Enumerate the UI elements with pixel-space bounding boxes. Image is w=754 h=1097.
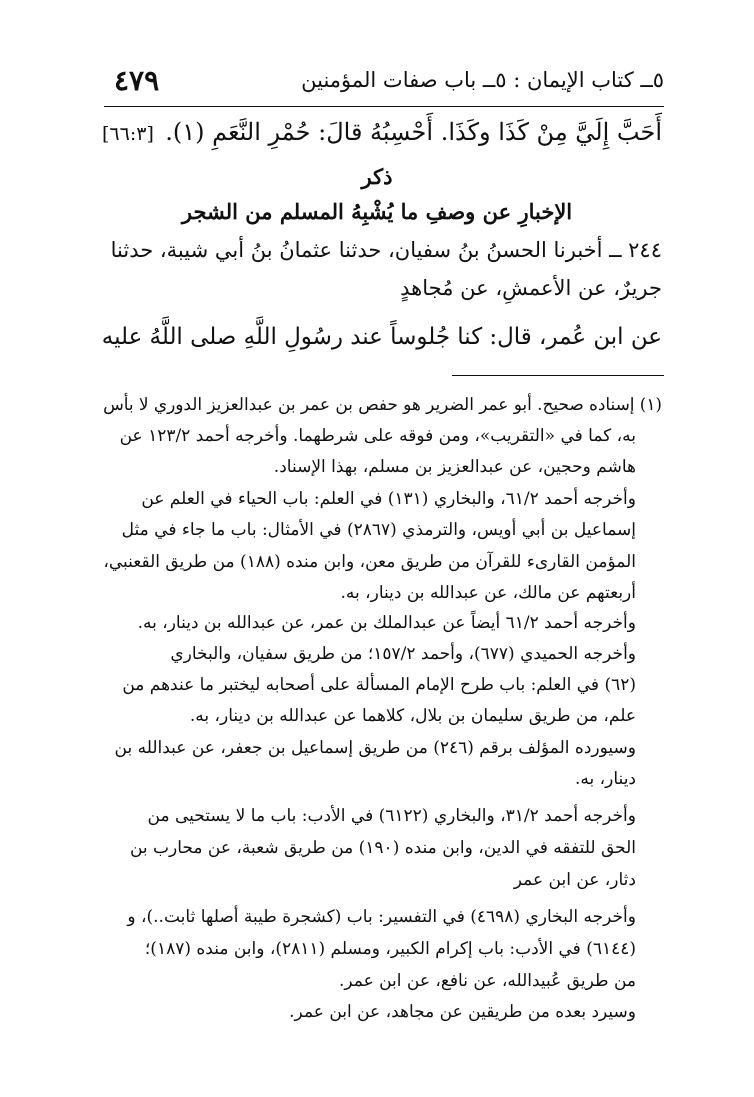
header-rule <box>104 106 664 107</box>
footnote-line: به، كما في «التقريب»، ومن فوقه على شرطهما. وأخرجه أحمد ١٢٣/٢ عن <box>119 426 636 446</box>
footnote-line: وسيرد بعده من طريقين عن مجاهد، عن ابن عمر. <box>289 1002 636 1022</box>
footnote-line: دينار، به. <box>575 769 636 789</box>
text-line: أَحَبَّ إِلَيَّ مِنْ كَذَا وكَذَا. أَحْسِبُهُ قالَ: حُمْرِ النَّعَمِ (١). <box>165 118 662 146</box>
footnote-line: الحق للتفقه في الدين، وابن منده (١٩٠) من طريق شعبة، عن محارب بن <box>129 838 636 858</box>
footnote-line: علم، من طريق سليمان بن بلال، كلاهما عن عبدالله بن دينار، به. <box>189 706 636 726</box>
footnote-line: المؤمن القارىء للقرآن من طريق معن، وابن منده (١٨٨) من طريق القعنبي، <box>103 552 636 572</box>
footnote-line: من طريق عُبيدالله، عن نافع، عن ابن عمر. <box>338 971 636 991</box>
footnote-line: وسيورده المؤلف برقم (٢٤٦) من طريق إسماعيل بن جعفر، عن عبدالله بن <box>114 738 636 758</box>
footnote-line: (٦٢) في العلم: باب طرح الإمام المسألة على أصحابه ليختبر ما عندهم من <box>122 675 636 695</box>
footnote-line: أربعتهم عن مالك، عن عبدالله بن دينار، به. <box>340 583 636 603</box>
page-number: ٤٧٩ <box>114 64 160 97</box>
footnote-line: وأخرجه أحمد ٦١/٢ أيضاً عن عبدالملك بن عمر، عن عبدالله بن دينار، به. <box>137 613 636 633</box>
footnote-line: وأخرجه البخاري (٤٦٩٨) في التفسير: باب (كشجرة طيبة أصلها ثابت..)، و <box>127 907 636 927</box>
section-subheading: الإخبارِ عن وصفِ ما يُشْبِهُ المسلم من الشجر <box>181 199 573 224</box>
page-header <box>114 64 664 104</box>
hadith-line: ٢٤٤ ــ أخبرنا الحسنُ بنُ سفيان، حدثنا عثمانُ بنُ أبي شيبة، حدثنا <box>110 238 662 262</box>
footnote-line: وأخرجه أحمد ٦١/٢، والبخاري (١٣١) في العلم: باب الحياء في العلم عن <box>141 489 636 509</box>
reference-number: [٦٦:٣] <box>102 123 154 145</box>
footnote-line: وأخرجه الحميدي (٦٧٧)، وأحمد ١٥٧/٢؛ من طريق سفيان، والبخاري <box>170 644 636 664</box>
running-title: ٥ــ كتاب الإيمان : ٥ــ باب صفات المؤمنين <box>301 68 664 92</box>
hadith-line: جريرٌ، عن الأعمشِ، عن مُجاهدٍ <box>400 276 662 300</box>
footnote-line: وأخرجه أحمد ٣١/٢، والبخاري (٦١٢٢) في الأدب: باب ما لا يستحيى من <box>147 806 636 826</box>
section-heading: ذكر <box>361 164 393 189</box>
hadith-line: عن ابن عُمر، قال: كنا جُلوساً عند رسُولِ اللَّهِ صلى اللَّهُ عليه <box>101 324 662 350</box>
footnote-line: إسماعيل بن أبي أويس، والترمذي (٢٨٦٧) في الأمثال: باب ما جاء في مثل <box>121 520 636 540</box>
footnote-rule <box>452 375 664 376</box>
footnote-line: هاشم وحجين، عن عبدالعزيز بن مسلم، بهذا الإسناد. <box>273 457 636 477</box>
footnote-line: (٦١٤٤) في الأدب: باب إكرام الكبير، ومسلم (٢٨١١)، وابن منده (١٨٧)؛ <box>144 939 636 959</box>
footnote-line: دثار، عن ابن عمر <box>513 870 636 890</box>
footnote-line: (١) إسناده صحيح. أبو عمر الضرير هو حفص بن عمر بن عبدالعزيز الدوري لا بأس <box>103 394 662 414</box>
